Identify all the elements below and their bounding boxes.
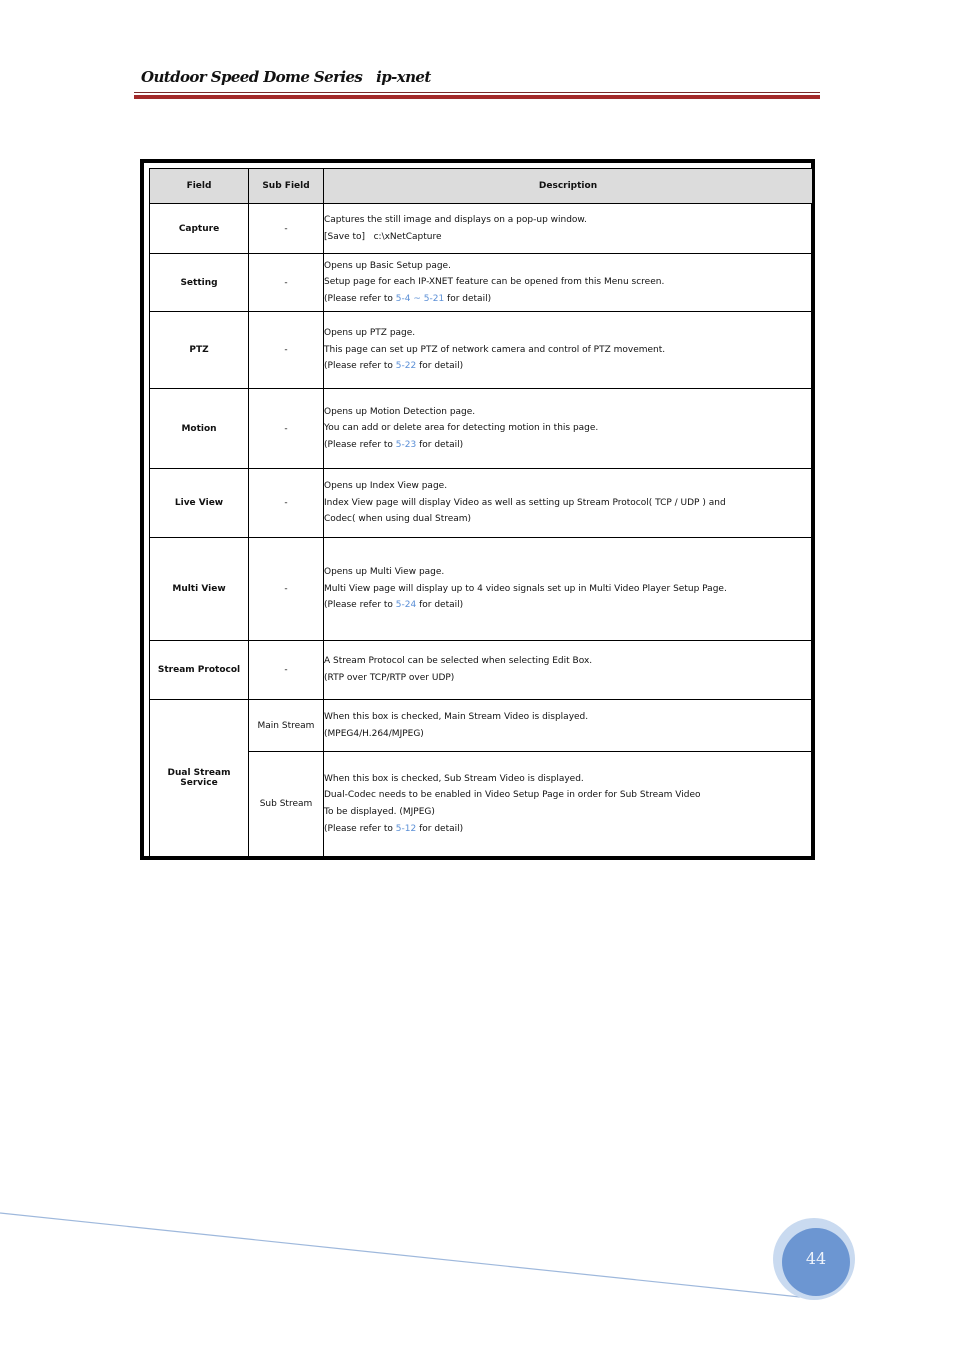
table-row — [150, 641, 813, 700]
table-row — [150, 538, 813, 641]
sub-field-cell: - — [249, 538, 324, 641]
field-cell-dual-stream — [150, 700, 249, 857]
description-text: Setup page for each IP-XNET feature can be opened from this Menu screen. — [324, 277, 665, 288]
header-rule-thin — [134, 92, 820, 93]
table-row — [150, 469, 813, 538]
description-cell — [324, 752, 813, 857]
description-text: When this box is checked, Sub Stream Video is displayed. — [324, 773, 584, 784]
description-text: for detail) — [416, 600, 464, 611]
description-text: Opens up Basic Setup page. — [324, 260, 451, 271]
sub-field-cell: - — [249, 254, 324, 312]
description-line — [324, 581, 812, 598]
description-line — [324, 212, 812, 229]
description-text: (Please refer to — [324, 823, 396, 834]
sub-field-sub-stream: Sub Stream — [249, 752, 324, 857]
description-line — [324, 804, 812, 821]
description-text: To be displayed. (MJPEG) — [324, 807, 435, 817]
field-cell: Live View — [150, 469, 249, 538]
description-text: Opens up Motion Detection page. — [324, 406, 476, 417]
description-line — [324, 653, 812, 670]
sub-field-cell: - — [249, 389, 324, 469]
page-reference-link: 5-12 — [395, 823, 417, 834]
sub-field-cell: - — [249, 312, 324, 389]
description-cell — [324, 538, 813, 641]
document-header-title: Outdoor Speed Dome Series ip-xnet — [141, 68, 431, 86]
sub-field-cell: - — [249, 469, 324, 538]
description-text: This page can set up PTZ of network camera and control of PTZ movement. — [324, 344, 666, 355]
description-text: [Save to] c:\xNetCapture — [324, 231, 442, 242]
field-cell: Setting — [150, 254, 249, 312]
description-text: Opens up PTZ page. — [324, 328, 416, 339]
header-sub-field: Sub Field — [249, 169, 324, 204]
description-text: for detail) — [416, 439, 464, 450]
description-text: (Please refer to — [324, 439, 396, 450]
description-line — [324, 597, 812, 614]
description-text: You can add or delete area for detecting motion in this page. — [324, 423, 599, 434]
description-line — [324, 358, 812, 375]
description-cell — [324, 700, 813, 752]
description-text: Index View page will display Video as well as setting up Stream Protocol( TCP / UDP ) and — [324, 497, 726, 508]
page-number: 44 — [805, 1249, 827, 1268]
page-reference-link: 5-23 — [395, 439, 417, 450]
field-cell: Capture — [150, 204, 249, 254]
sub-field-main-stream: Main Stream — [249, 700, 324, 752]
description-text: (Please refer to — [324, 600, 396, 611]
table-row — [150, 700, 813, 752]
description-text: Multi View page will display up to 4 video signals set up in Multi Video Player Setup Page. — [324, 583, 727, 594]
description-line — [324, 291, 812, 308]
description-cell — [324, 312, 813, 389]
table-row — [150, 389, 813, 469]
table-row — [150, 204, 813, 254]
description-text: Codec( when using dual Stream) — [324, 514, 472, 525]
description-text: for detail) — [416, 361, 464, 372]
page-reference-link: 5-4 ~ 5-21 — [395, 293, 445, 304]
description-line — [324, 564, 812, 581]
description-line — [324, 274, 812, 291]
description-text: Captures the still image and displays on a pop-up window. — [324, 214, 587, 225]
description-cell — [324, 469, 813, 538]
header-field: Field — [150, 169, 249, 204]
description-cell — [324, 389, 813, 469]
description-line — [324, 420, 812, 437]
header-rule-thick — [134, 95, 820, 99]
description-cell — [324, 204, 813, 254]
sub-field-cell: - — [249, 204, 324, 254]
description-line — [324, 495, 812, 512]
field-cell: Motion — [150, 389, 249, 469]
description-line — [324, 726, 812, 743]
description-line — [324, 229, 812, 246]
description-text: for detail) — [416, 823, 464, 834]
description-line — [324, 670, 812, 687]
description-text: Dual-Codec needs to be enabled in Video Setup Page in order for Sub Stream Video — [324, 790, 701, 801]
description-line — [324, 787, 812, 804]
description-line — [324, 437, 812, 454]
sub-field-cell: - — [249, 641, 324, 700]
page-reference-link: 5-22 — [395, 361, 417, 372]
description-line — [324, 511, 812, 528]
description-cell — [324, 254, 813, 312]
page-reference-link: 5-24 — [395, 600, 417, 611]
description-text: (Please refer to — [324, 293, 396, 304]
description-line — [324, 342, 812, 359]
description-line — [324, 258, 812, 275]
field-description-table — [149, 168, 813, 857]
description-text: A Stream Protocol can be selected when selecting Edit Box. — [324, 656, 593, 667]
table-row — [150, 254, 813, 312]
description-text: (Please refer to — [324, 361, 396, 372]
field-cell: Multi View — [150, 538, 249, 641]
description-cell — [324, 641, 813, 700]
field-label-line: Dual Stream — [167, 768, 231, 778]
field-cell: Stream Protocol — [150, 641, 249, 700]
description-line — [324, 325, 812, 342]
description-line — [324, 404, 812, 421]
description-line — [324, 771, 812, 788]
description-text: Opens up Multi View page. — [324, 567, 445, 578]
description-text: for detail) — [444, 293, 492, 304]
table-row — [150, 312, 813, 389]
field-cell: PTZ — [150, 312, 249, 389]
description-line — [324, 709, 812, 726]
description-line — [324, 478, 812, 495]
description-text: Opens up Index View page. — [324, 481, 448, 492]
table-frame — [140, 159, 815, 860]
description-text: When this box is checked, Main Stream Video is displayed. — [324, 711, 589, 722]
description-line — [324, 821, 812, 838]
header-description: Description — [324, 169, 813, 204]
field-label-line: Service — [180, 778, 218, 788]
table-header-row — [150, 169, 813, 204]
description-text: (MPEG4/H.264/MJPEG) — [324, 728, 424, 739]
description-text: (RTP over TCP/RTP over UDP) — [324, 673, 455, 683]
table-row — [150, 752, 813, 857]
